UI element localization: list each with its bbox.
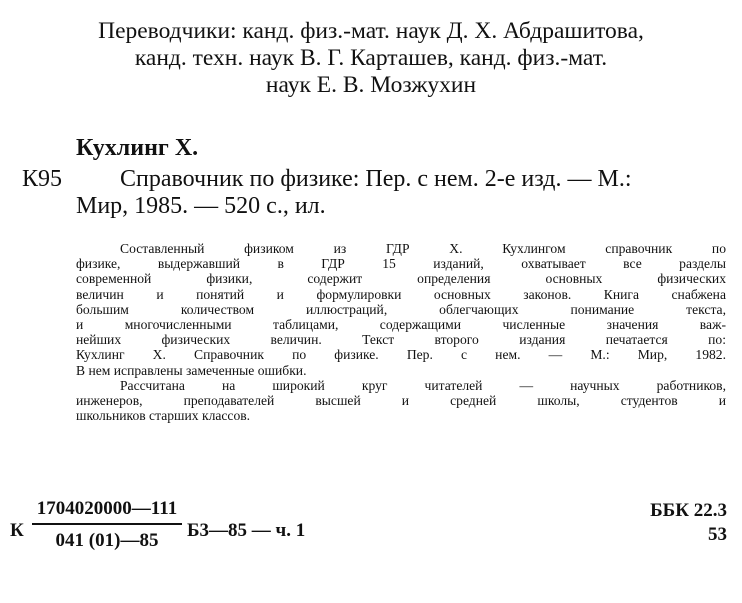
annotation-line: Кухлинг Х. Справочник по физике. Пер. с нем. — М.: Мир, 1982. <box>76 347 726 363</box>
translators-line-3: наук Е. В. Мозжухин <box>265 72 477 98</box>
annotation-line: нейших физических величин. Текст второго издания печатается по: <box>76 332 726 348</box>
bbk-code <box>650 499 727 547</box>
annotation-line: инженеров, преподавателей высшей и средней школы, студентов и <box>76 393 726 409</box>
annotation-line: величин и понятий и формулировки основных законов. Книга снабжена <box>76 286 726 302</box>
annotation-block <box>76 241 726 423</box>
index-numerator: 1704020000—111 <box>32 498 182 525</box>
bibliographic-description <box>76 166 726 220</box>
index-suffix: Б3—85 — ч. 1 <box>187 520 306 541</box>
catalog-code: К95 <box>22 166 63 192</box>
author-name: Кухлинг Х. <box>76 135 199 161</box>
index-fraction <box>32 498 182 552</box>
annotation-line: и многочисленными таблицами, содержащими численные значения важ- <box>76 317 726 333</box>
annotation-line: Рассчитана на широкий круг читателей — научных работников, <box>120 377 726 393</box>
publication-index <box>10 498 410 568</box>
biblio-line-1: Справочник по физике: Пер. с нем. 2-е изд. — М.: <box>120 166 632 192</box>
index-denominator: 041 (01)—85 <box>55 530 159 551</box>
bbk-line: ББК 22.3 <box>650 500 727 521</box>
annotation-line: современной физики, содержит определения основных физических <box>76 271 726 287</box>
biblio-line-2: Мир, 1985. — 520 с., ил. <box>76 193 326 219</box>
annotation-line: В нем исправлены замеченные ошибки. <box>76 362 307 378</box>
annotation-line: школьников старших классов. <box>76 408 251 424</box>
bbk-subcode: 53 <box>708 524 727 545</box>
index-letter: К <box>10 520 24 541</box>
translators-line-1: Переводчики: канд. физ.-мат. наук Д. Х. Абдрашитова, <box>98 18 644 44</box>
annotation-line: большим количеством иллюстраций, облегчающих понимание текста, <box>76 301 726 317</box>
translators-block <box>0 18 742 99</box>
annotation-line: физике, выдержавший в ГДР 15 изданий, охватывает все разделы <box>76 256 726 272</box>
translators-line-2: канд. техн. наук В. Г. Карташев, канд. физ.-мат. <box>134 45 608 71</box>
annotation-line: Составленный физиком из ГДР Х. Кухлингом справочник по <box>120 241 726 256</box>
